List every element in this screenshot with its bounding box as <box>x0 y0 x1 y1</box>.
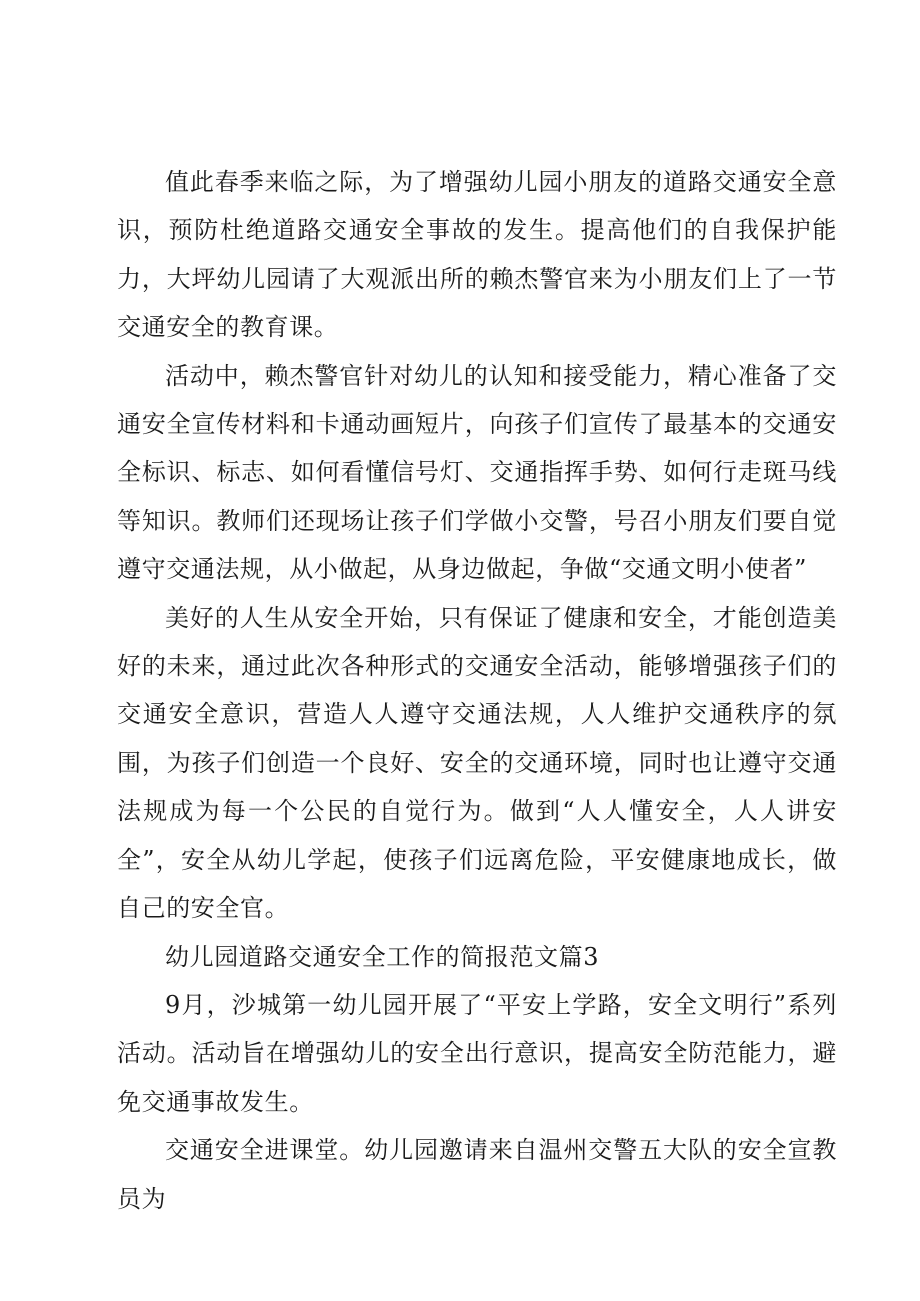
document-body <box>117 158 837 1223</box>
section-heading: 幼儿园道路交通安全工作的简报范文篇3 <box>165 942 600 971</box>
paragraph-activity: 活动中，赖杰警官针对幼儿的认知和接受能力，精心准备了交通安全宣传材料和卡通动画短片，向孩子们宣传了最基本的交通安全标识、标志、如何看懂信号灯、交通指挥手势、如何行走斑马线等知识。教师们还现场让孩子们学做小交警，号召小朋友们要自觉遵守交通法规，从小做起，从身边做起，争做“交通文明小使者” <box>117 361 837 584</box>
paragraph-classroom: 交通安全进课堂。幼儿园邀请来自温州交警五大队的安全宣教员为 <box>117 1136 837 1213</box>
paragraph-september-event: 9月，沙城第一幼儿园开展了“平安上学路，安全文明行”系列活动。活动旨在增强幼儿的安全出行意识，提高安全防范能力，避免交通事故发生。 <box>117 990 837 1116</box>
paragraph-summary: 美好的人生从安全开始，只有保证了健康和安全，才能创造美好的未来，通过此次各种形式的交通安全活动，能够增强孩子们的交通安全意识，营造人人遵守交通法规，人人维护交通秩序的氛围，为孩子们创造一个良好、安全的交通环境，同时也让遵守交通法规成为每一个公民的自觉行为。做到“人人懂安全，人人讲安全”，安全从幼儿学起，使孩子们远离危险，平安健康地成长，做自己的安全官。 <box>117 603 837 923</box>
paragraph-intro: 值此春季来临之际，为了增强幼儿园小朋友的道路交通安全意识，预防杜绝道路交通安全事故的发生。提高他们的自我保护能力，大坪幼儿园请了大观派出所的赖杰警官来为小朋友们上了一节交通安全的教育课。 <box>117 168 837 342</box>
